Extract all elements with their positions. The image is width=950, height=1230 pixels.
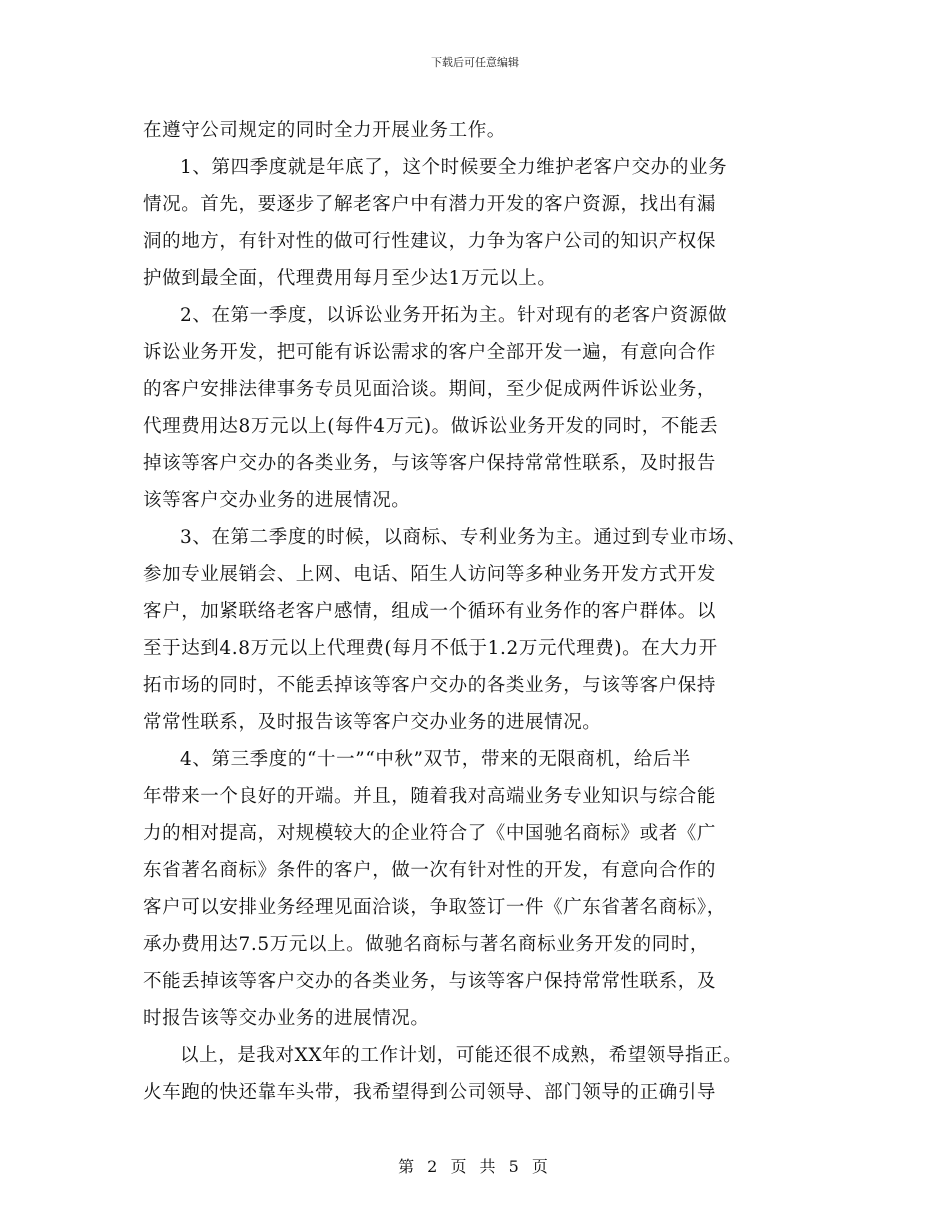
paragraph-line: 在遵守公司规定的同时全力开展业务工作。 — [143, 120, 506, 141]
paragraph-line: 火车跑的快还靠车头带，我希望得到公司领导、部门领导的正确引导 — [143, 1082, 717, 1103]
paragraph-line: 常常性联系，及时报告该等客户交办业务的进展情况。 — [143, 712, 602, 733]
paragraph-line: 护做到最全面，代理费用每月至少达1万元以上。 — [143, 268, 557, 289]
page-header-note: 下载后可任意编辑 — [431, 56, 519, 69]
paragraph-line: 1、第四季度就是年底了，这个时候要全力维护老客户交办的业务 — [180, 157, 728, 178]
paragraph-line: 客户可以安排业务经理见面洽谈，争取签订一件《广东省著名商标》， — [143, 897, 726, 918]
paragraph-line: 年带来一个良好的开端。并且，随着我对高端业务专业知识与综合能 — [143, 786, 717, 807]
paragraph-line: 客户，加紧联络老客户感情，组成一个循环有业务作的客户群体。以 — [143, 601, 717, 622]
paragraph-line: 洞的地方，有针对性的做可行性建议，力争为客户公司的知识产权保 — [143, 231, 717, 252]
paragraph-line: 代理费用达8万元以上(每件4万元)。做诉讼业务开发的同时，不能丢 — [143, 416, 719, 437]
paragraph-line: 东省著名商标》条件的客户，做一次有针对性的开发，有意向合作的 — [143, 860, 717, 881]
paragraph-line: 的客户安排法律事务专员见面洽谈。期间，至少促成两件诉讼业务， — [143, 379, 717, 400]
paragraph-line: 不能丢掉该等客户交办的各类业务，与该等客户保持常常性联系，及 — [143, 971, 717, 992]
paragraph-line: 参加专业展销会、上网、电话、陌生人访问等多种业务开发方式开发 — [143, 564, 717, 585]
paragraph-line: 拓市场的同时，不能丢掉该等客户交办的各类业务，与该等客户保持 — [143, 675, 717, 696]
document-body — [143, 112, 833, 1111]
paragraph-line: 以上，是我对XX年的工作计划，可能还很不成熟，希望领导指正。 — [180, 1045, 743, 1066]
paragraph-line: 承办费用达7.5万元以上。做驰名商标与著名商标业务开发的同时， — [143, 934, 710, 955]
paragraph-line: 力的相对提高，对规模较大的企业符合了《中国驰名商标》或者《广 — [143, 823, 717, 844]
page-number-footer: 第 2 页 共 5 页 — [398, 1157, 552, 1176]
paragraph-line: 掉该等客户交办的各类业务，与该等客户保持常常性联系，及时报告 — [143, 453, 717, 474]
paragraph-line: 2、在第一季度，以诉讼业务开拓为主。针对现有的老客户资源做 — [180, 305, 728, 326]
paragraph-line: 该等客户交办业务的进展情况。 — [143, 490, 411, 511]
paragraph-line: 4、第三季度的“十一”“中秋”双节，带来的无限商机，给后半 — [180, 749, 692, 770]
paragraph-line: 3、在第二季度的时候，以商标、专利业务为主。通过到专业市场、 — [180, 527, 747, 548]
paragraph-line: 时报告该等交办业务的进展情况。 — [143, 1008, 430, 1029]
paragraph-line: 诉讼业务开发，把可能有诉讼需求的客户全部开发一遍，有意向合作 — [143, 342, 717, 363]
paragraph-line: 情况。首先，要逐步了解老客户中有潜力开发的客户资源，找出有漏 — [143, 194, 717, 215]
paragraph-line: 至于达到4.8万元以上代理费(每月不低于1.2万元代理费)。在大力开 — [143, 638, 718, 659]
